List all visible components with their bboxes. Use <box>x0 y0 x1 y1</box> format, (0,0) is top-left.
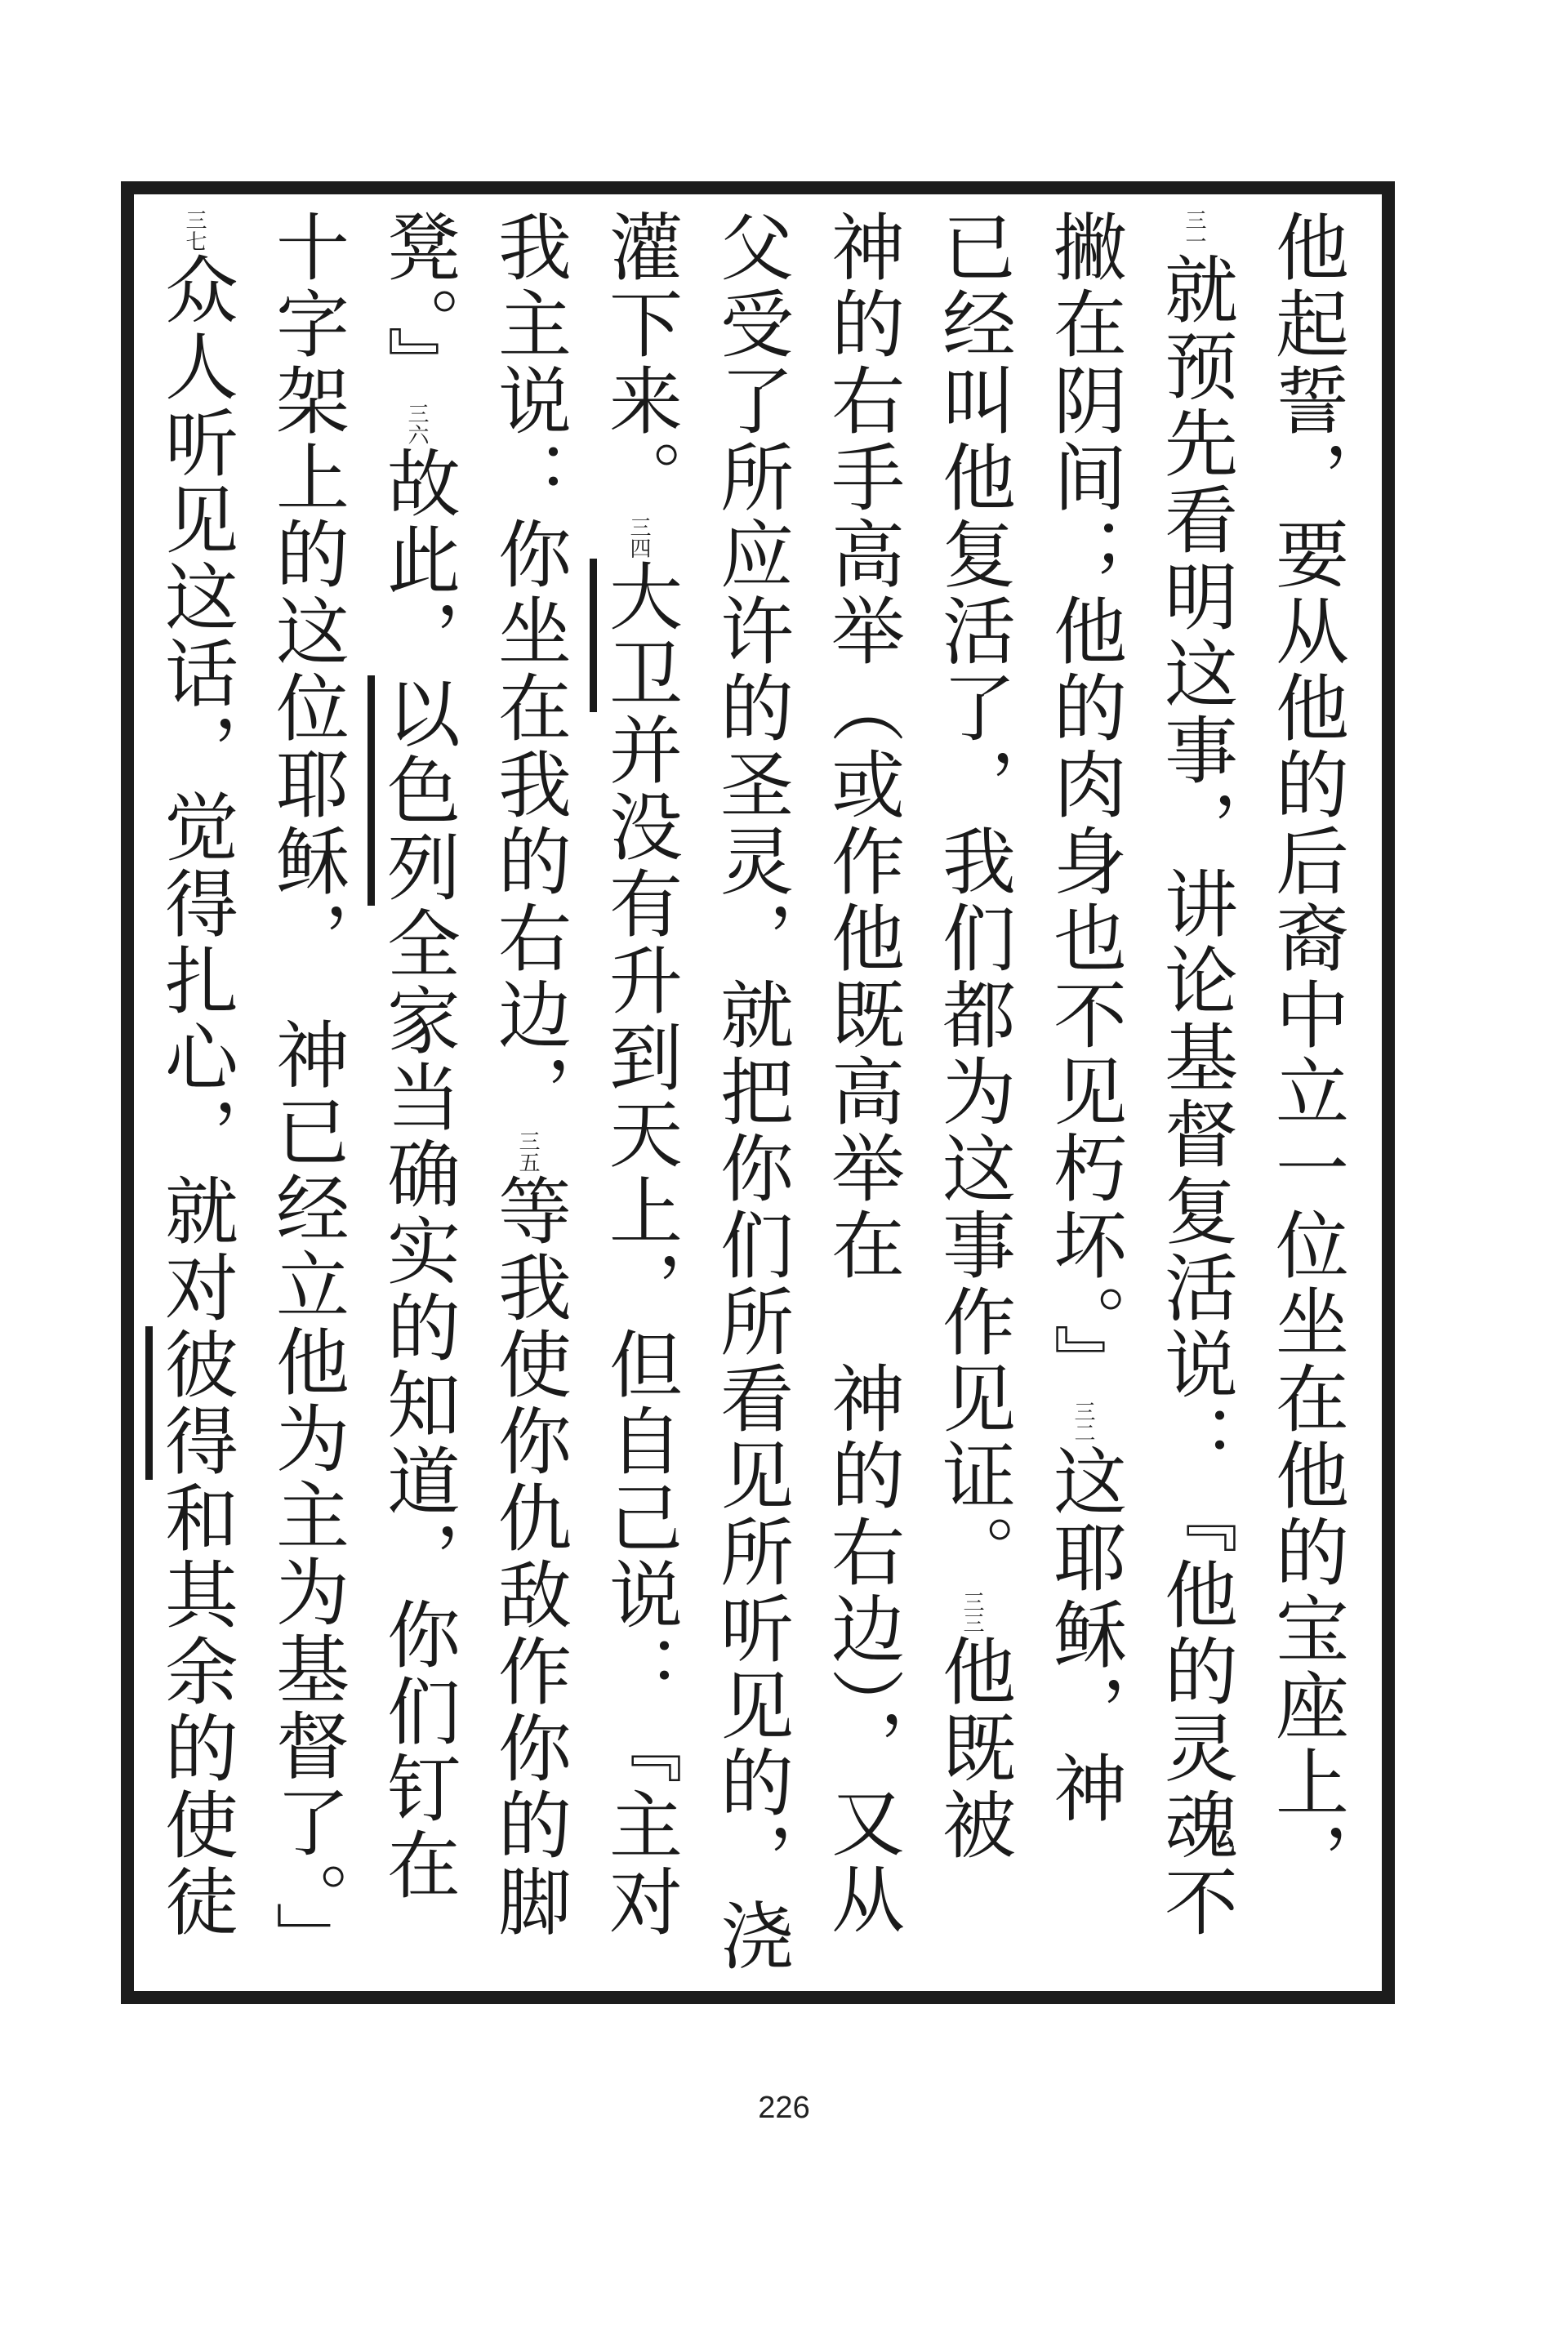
text-segment: 等我使你仇敌作你的脚 <box>485 1173 571 1940</box>
proper-noun: 以色列 <box>374 675 460 906</box>
text-column <box>1250 209 1361 1976</box>
text-segment: 凳。』 <box>374 209 460 403</box>
text-column <box>805 209 916 1976</box>
text-segment: 众人听见这话，觉得扎心，就对 <box>152 252 238 1326</box>
verse-number: 三三 <box>960 1591 984 1633</box>
text-column <box>139 209 250 1976</box>
text-segment: 我主说：你坐在我的右边， <box>485 209 571 1130</box>
text-segment: 故此， <box>374 445 460 675</box>
vertical-scripture-text <box>139 209 1361 1976</box>
proper-noun: 大卫 <box>596 559 682 712</box>
text-column <box>1138 209 1250 1976</box>
verse-number: 三二 <box>1071 1401 1095 1443</box>
verse-number: 三一 <box>1182 209 1206 252</box>
verse-number: 三五 <box>515 1130 540 1173</box>
text-segment: 父受了所应许的圣灵，就把你们所看见所听见的，浇 <box>707 209 793 1975</box>
text-column <box>1027 209 1138 1976</box>
text-segment: 这耶稣，神 <box>1040 1443 1126 1827</box>
text-segment: 和其余的使徒 <box>152 1480 238 1940</box>
page-number: 226 <box>758 2091 810 2125</box>
verse-number: 三七 <box>182 209 207 252</box>
text-column <box>916 209 1027 1976</box>
text-column <box>361 209 472 1976</box>
text-segment: 他既被 <box>929 1633 1015 1864</box>
verse-number: 三六 <box>404 403 429 445</box>
text-segment: 神的右手高举（或作他既高举在 神的右边），又从 <box>818 209 904 1938</box>
text-segment: 全家当确实的知道，你们钉在 <box>374 906 460 1904</box>
text-segment: 就预先看明这事，讲论基督复活说：『他的灵魂不 <box>1152 252 1237 1940</box>
text-segment: 已经叫他复活了，我们都为这事作见证。 <box>929 209 1015 1591</box>
text-segment: 并没有升到天上，但自己说：『主对 <box>596 712 682 1940</box>
text-column <box>583 209 694 1976</box>
scripture-text-frame <box>121 181 1395 2004</box>
text-segment: 撇在阴间；他的肉身也不见朽坏。』 <box>1040 209 1126 1401</box>
text-column <box>250 209 361 1976</box>
text-column <box>472 209 583 1976</box>
text-segment: 他起誓，要从他的后裔中立一位坐在他的宝座上， <box>1263 209 1348 1898</box>
verse-number: 三四 <box>626 516 651 559</box>
proper-noun: 彼得 <box>152 1326 238 1480</box>
text-column <box>694 209 805 1976</box>
text-segment: 十字架上的这位耶稣， 神已经立他为主为基督了。」 <box>263 209 349 1978</box>
text-segment: 灌下来。 <box>596 209 682 516</box>
